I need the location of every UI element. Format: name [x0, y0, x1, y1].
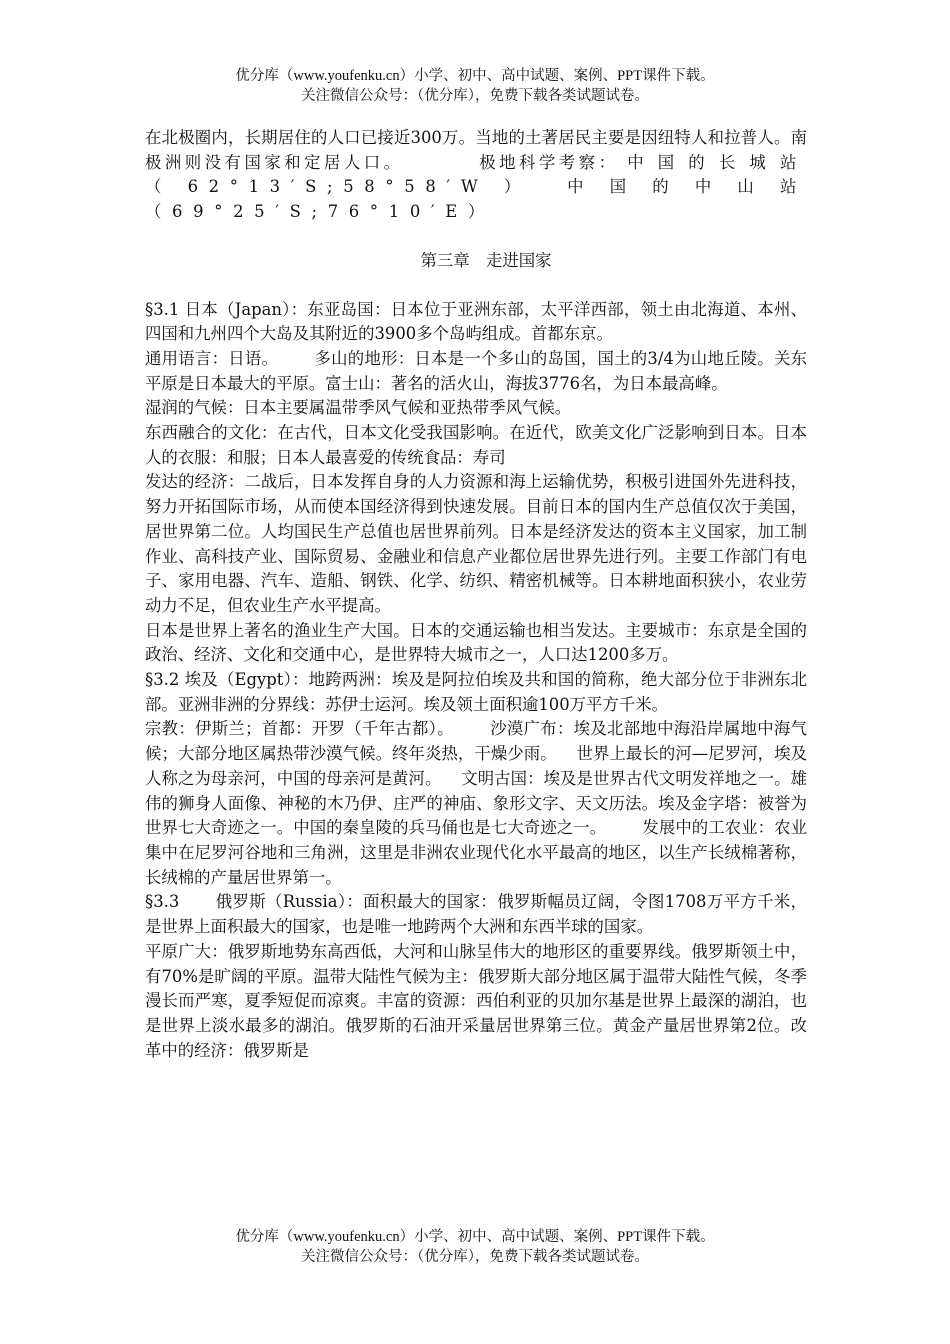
- header-line-2: 关注微信公众号：（优分库），免费下载各类试题试卷。: [301, 88, 649, 104]
- russia-area-text: 俄罗斯（Russia）：面积最大的国家：俄罗斯幅员辽阔，令图1708万平方千米，是世界上面积最大的国家，也是唯一地跨两个大洲和东西半球的国家。: [145, 892, 807, 937]
- japan-economy-paragraph: 发达的经济：二战后，日本发挥自身的人力资源和海上运输优势，积极引进国外先进科技，努力开拓国际市场，从而使本国经济得到快速发展。目前日本的国内生产总值仅次于美国，居世界第二位。人均国民生产总值也居世界前列。日本是经济发达的资本主义国家，加工制作业、高科技产业、国际贸易、金融业和信息产业都位居世界先进行列。主要工作部门有电子、家用电器、汽车、造船、钢铁、化学、纺织、精密机械等。日本耕地面积狭小，农业劳动力不足，但农业生产水平提高。: [145, 472, 807, 615]
- egypt-desert-text: 沙漠广布：埃及北部地中海沿岸属地中海气候；大部分地区属热带沙漠气候。终年炎热，干燥少雨。: [145, 719, 807, 764]
- footer-line-2: 关注微信公众号：（优分库），免费下载各类试题试卷。: [301, 1249, 649, 1265]
- egypt-religion-text: 宗教：伊斯兰；首都：开罗（千年古都）。: [145, 719, 454, 739]
- document-body: [145, 126, 807, 1063]
- polar-research-label: 极地科学考察：: [475, 152, 619, 172]
- footer-line-1: 优分库（www.youfenku.cn）小学、初中、高中试题、案例、PPT课件下载。: [235, 1229, 715, 1245]
- arctic-population-text: 在北极圈内，长期居住的人口已接近300万。当地的土著居民主要是因纽特人和拉普人。南极洲则没有国家和定居人口。: [145, 128, 807, 172]
- egypt-details-paragraph: [145, 717, 807, 890]
- japan-intro-paragraph: §3.1 日本（Japan）：东亚岛国：日本位于亚洲东部，太平洋西部，领土由北海道、本州、四国和九州四个大岛及其附近的3900多个岛屿组成。首都东京。: [145, 299, 807, 344]
- russia-section-number: §3.3: [145, 892, 180, 912]
- japan-terrain-paragraph: [145, 347, 807, 396]
- japan-fishery-paragraph: 日本是世界上著名的渔业生产大国。日本的交通运输也相当发达。主要城市：东京是全国的政治、经济、文化和交通中心，是世界特大城市之一，人口达1200多万。: [145, 620, 807, 665]
- egypt-agriculture-text: 发展中的工农业：农业集中在尼罗河谷地和三角洲，这里是非洲农业现代化水平最高的地区，以生产长绒棉著称，长绒棉的产量居世界第一。: [145, 818, 808, 887]
- header-line-1: 优分库（www.youfenku.cn）小学、初中、高中试题、案例、PPT课件下载。: [235, 68, 715, 84]
- japan-culture-paragraph: 东西融合的文化：在古代，日本文化受我国影响。在近代，欧美文化广泛影响到日本。日本人的衣服：和服；日本人最喜爱的传统食品：寿司: [145, 423, 807, 467]
- intro-paragraph: [145, 126, 807, 225]
- egypt-civilization-text: 文明古国：埃及是世界古代文明发祥地之一。雄伟的狮身人面像、神秘的木乃伊、庄严的神庙、象形文字、天文历法。埃及金字塔：被誉为世界七大奇迹之一。中国的秦皇陵的兵马俑也是七大奇迹之一。: [145, 768, 808, 838]
- page-header: [0, 66, 950, 106]
- japan-climate-paragraph: 湿润的气候：日本主要属温带季风气候和亚热带季风气候。: [145, 398, 572, 418]
- japan-language-text: 通用语言：日语。: [145, 348, 279, 368]
- great-wall-station-text: 中国的长城站（62°13′S;58°58′W）: [145, 152, 807, 197]
- zhongshan-station-text: 中国的中山站（69°25′S;76°10′E）: [145, 177, 808, 222]
- chapter-title: 第三章 走进国家: [420, 250, 552, 270]
- egypt-nile-text: 世界上最长的河—尼罗河，埃及人称之为母亲河，中国的母亲河是黄河。: [145, 744, 808, 788]
- japan-terrain-text: 多山的地形：日本是一个多山的岛国，国土的3/4为山地丘陵。关东平原是日本最大的平原。富士山：著名的活火山，海拔3776名，为日本最高峰。: [145, 348, 807, 393]
- russia-geography-paragraph: 平原广大：俄罗斯地势东高西低，大河和山脉呈伟大的地形区的重要界线。俄罗斯领土中，有70%是旷阔的平原。温带大陆性气候为主：俄罗斯大部分地区属于温带大陆性气候，冬季漫长而严寒，夏季短促而凉爽。丰富的资源：西伯利亚的贝加尔基是世界上最深的湖泊，也是世界上淡水最多的湖泊。俄罗斯的石油开采量居世界第三位。黄金产量居世界第2位。改革中的经济：俄罗斯是: [145, 941, 807, 1060]
- egypt-intro-paragraph: §3.2 埃及（Egypt）：地跨两洲：埃及是阿拉伯埃及共和国的简称，绝大部分位于非洲东北部。亚洲非洲的分界线：苏伊士运河。埃及领土面积逾100万平方千米。: [145, 670, 807, 714]
- russia-intro-paragraph: [145, 890, 807, 939]
- page-footer: [0, 1227, 950, 1267]
